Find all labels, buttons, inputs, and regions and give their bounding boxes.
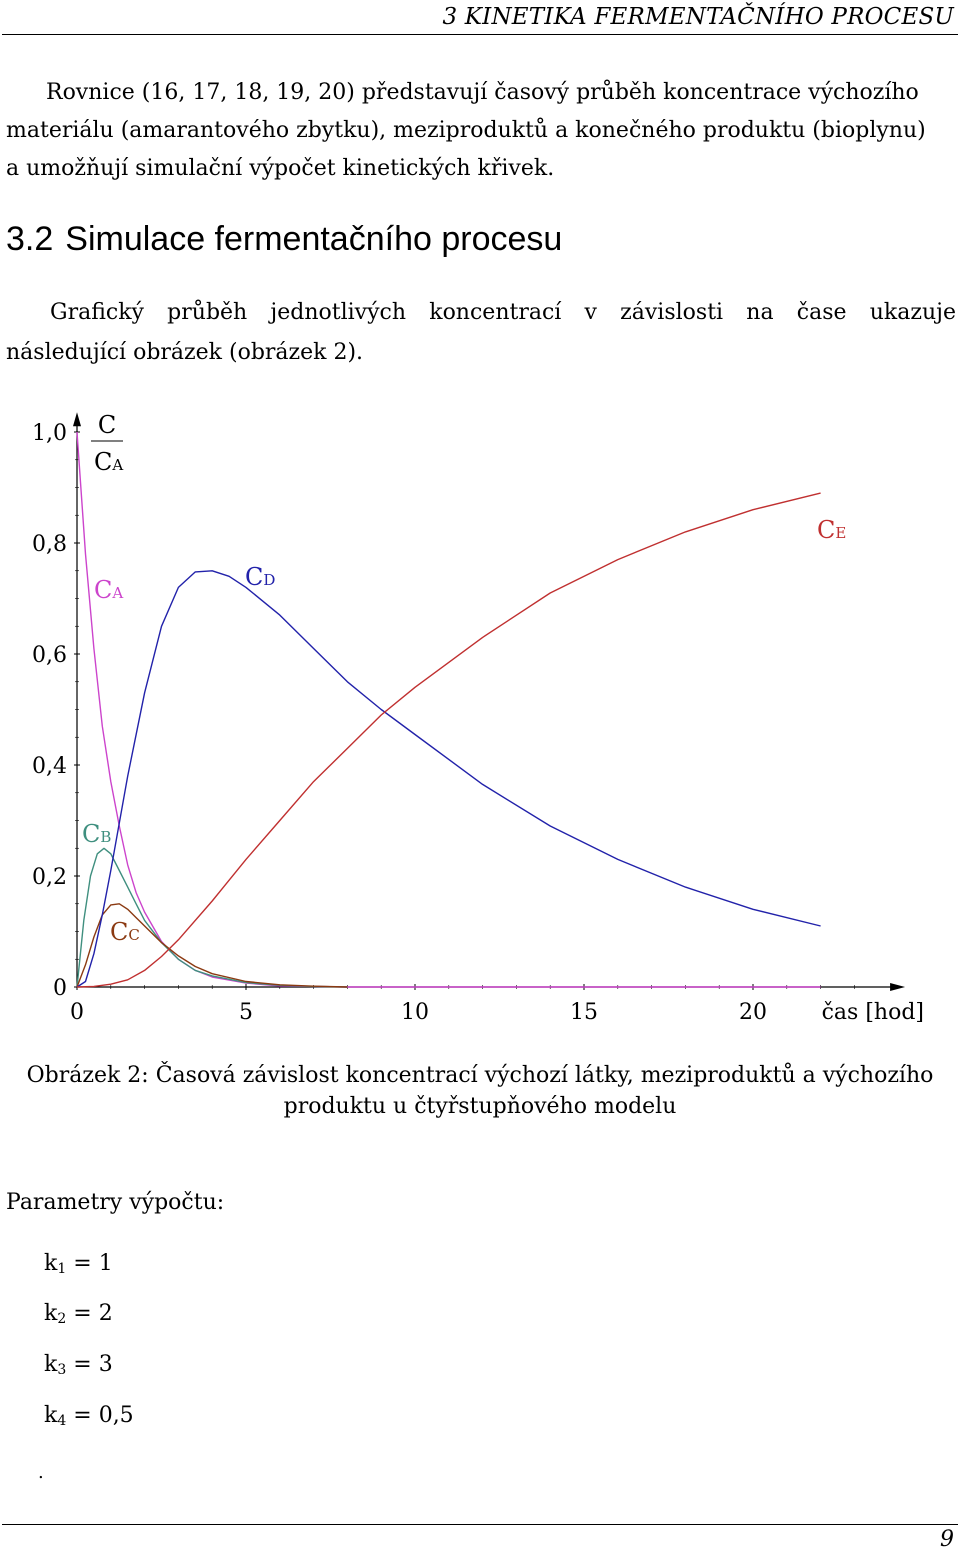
y-tick-label: 1,0 <box>32 421 67 446</box>
series-label-c-a: CA <box>94 576 124 604</box>
x-axis-arrow <box>890 983 905 991</box>
intro-line-1: Rovnice (16, 17, 18, 19, 20) představují časový průběh koncentrace výchozího <box>46 80 919 105</box>
body-word: jednotlivých <box>270 300 407 325</box>
y-axis-label-denominator: CA <box>94 448 124 476</box>
y-tick-label: 0,8 <box>32 532 67 557</box>
y-tick-label: 0 <box>53 976 67 1001</box>
page-number: 9 <box>940 1527 954 1552</box>
y-tick-label: 0,6 <box>32 643 67 668</box>
intro-line-3: a umožňují simulační výpočet kinetických křivek. <box>6 156 555 181</box>
params-title: Parametry výpočtu: <box>6 1190 225 1215</box>
series-label-c-e: CE <box>817 516 847 544</box>
body-word: koncentrací <box>429 300 562 325</box>
figure-caption <box>0 1060 960 1122</box>
series-line-c-d <box>77 571 821 987</box>
section-title: Simulace fermentačního procesu <box>65 220 563 258</box>
x-tick-label: 20 <box>739 1000 767 1025</box>
y-tick-label: 0,2 <box>32 865 67 890</box>
x-tick-label: 10 <box>401 1000 429 1025</box>
section-heading <box>6 220 562 259</box>
body-word: v <box>584 300 597 325</box>
x-tick-label: 0 <box>70 1000 84 1025</box>
body-word: průběh <box>167 300 248 325</box>
body-paragraph <box>6 293 956 373</box>
section-number: 3.2 <box>6 220 54 258</box>
param-k4: $k_4 = 0,5$ <box>44 1403 134 1429</box>
body-word: závislosti <box>620 300 724 325</box>
param-k3: $k_3 = 3$ <box>44 1352 113 1378</box>
body-line-2: následující obrázek (obrázek 2). <box>6 340 364 365</box>
body-line-1 <box>6 293 956 333</box>
caption-line-2: produktu u čtyřstupňového modelu <box>283 1094 677 1119</box>
trailing-dot: . <box>38 1462 44 1483</box>
intro-line-2: materiálu (amarantového zbytku), meziproduktů a konečného produktu (bioplynu) <box>6 118 926 143</box>
body-word: na <box>746 300 774 325</box>
concentration-chart <box>0 395 960 1035</box>
caption-line-1: Obrázek 2: Časová závislost koncentrací výchozí látky, meziproduktů a výchozího <box>26 1063 934 1088</box>
series-label-c-b: CB <box>82 820 112 848</box>
header-rule <box>2 34 958 35</box>
x-axis-label: čas [hod] <box>821 1000 924 1025</box>
series-label-c-d: CD <box>245 563 276 591</box>
y-tick-label: 0,4 <box>32 754 67 779</box>
intro-paragraph <box>6 74 956 188</box>
series-label-c-c: CC <box>110 918 140 946</box>
y-axis-arrow <box>73 412 81 426</box>
running-head: 3 KINETIKA FERMENTAČNÍHO PROCESU <box>442 4 954 30</box>
y-axis-label-numerator: C <box>97 411 117 439</box>
body-word: čase <box>796 300 847 325</box>
param-k2: $k_2 = 2$ <box>44 1301 113 1327</box>
body-word: Grafický <box>50 300 144 325</box>
series-line-c-a <box>77 432 821 987</box>
series-line-c-e <box>77 493 821 987</box>
x-tick-label: 5 <box>239 1000 253 1025</box>
param-k1: $k_1 = 1$ <box>44 1251 113 1277</box>
x-tick-label: 15 <box>570 1000 598 1025</box>
footer-rule <box>2 1524 958 1525</box>
body-word: ukazuje <box>869 300 956 325</box>
